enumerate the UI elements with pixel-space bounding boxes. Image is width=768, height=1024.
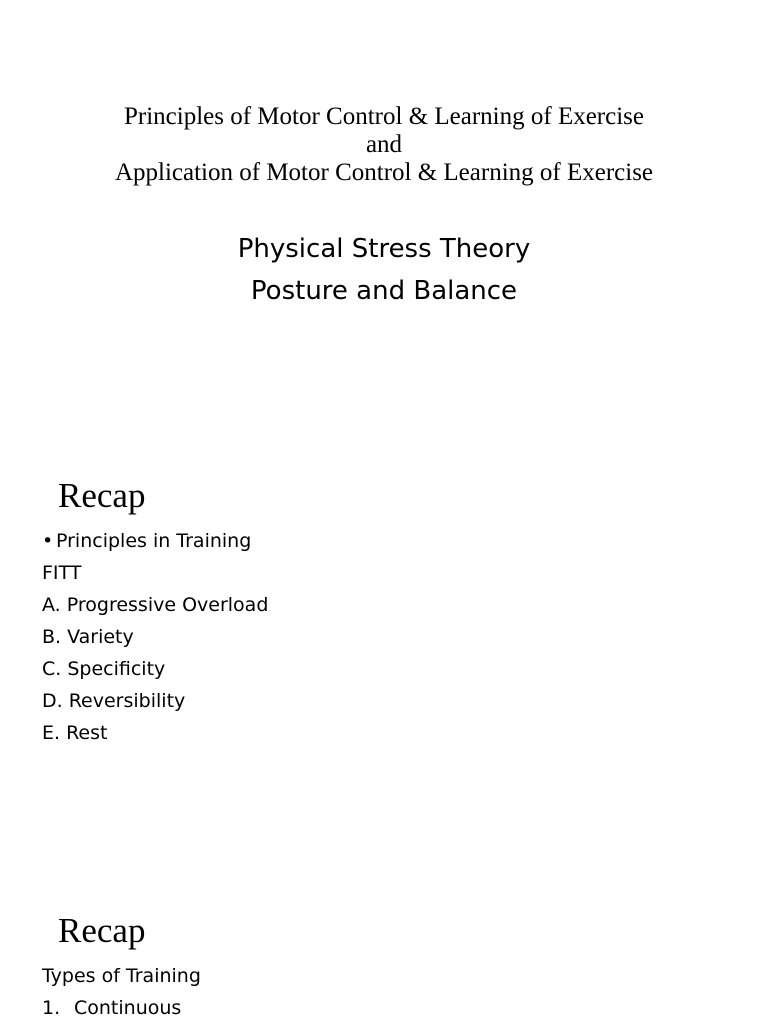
title-line-3: Application of Motor Control & Learning of Exercise bbox=[114, 159, 654, 186]
list-item: C. Specificity bbox=[42, 658, 166, 680]
list-item: FITT bbox=[42, 562, 82, 584]
principles-list bbox=[42, 525, 268, 749]
recap-heading: Recap bbox=[58, 476, 146, 515]
list-item: E. Rest bbox=[42, 722, 108, 744]
subtitle-line-1: Physical Stress Theory bbox=[237, 234, 531, 264]
item-number: 1. bbox=[42, 997, 61, 1019]
list-item: B. Variety bbox=[42, 626, 134, 648]
list-item-numbered bbox=[42, 992, 201, 1024]
recap-slide-principles bbox=[0, 470, 768, 770]
title-line-2: and bbox=[365, 131, 403, 158]
training-types-list bbox=[42, 960, 201, 1024]
slide-subtitle bbox=[0, 228, 768, 312]
list-item-label: Continuous bbox=[74, 997, 182, 1019]
list-item: Types of Training bbox=[42, 965, 201, 987]
subtitle-line-2: Posture and Balance bbox=[250, 276, 518, 306]
bullet-icon: • bbox=[42, 530, 54, 552]
list-item-label: Principles in Training bbox=[56, 530, 252, 552]
title-slide bbox=[0, 0, 768, 430]
list-item: D. Reversibility bbox=[42, 690, 186, 712]
slide-title bbox=[0, 103, 768, 187]
list-item-bullet bbox=[42, 525, 268, 557]
title-line-1: Principles of Motor Control & Learning of Exercise bbox=[123, 103, 645, 130]
list-item: A. Progressive Overload bbox=[42, 594, 269, 616]
recap-heading: Recap bbox=[58, 911, 146, 950]
recap-slide-training-types bbox=[0, 905, 768, 1024]
